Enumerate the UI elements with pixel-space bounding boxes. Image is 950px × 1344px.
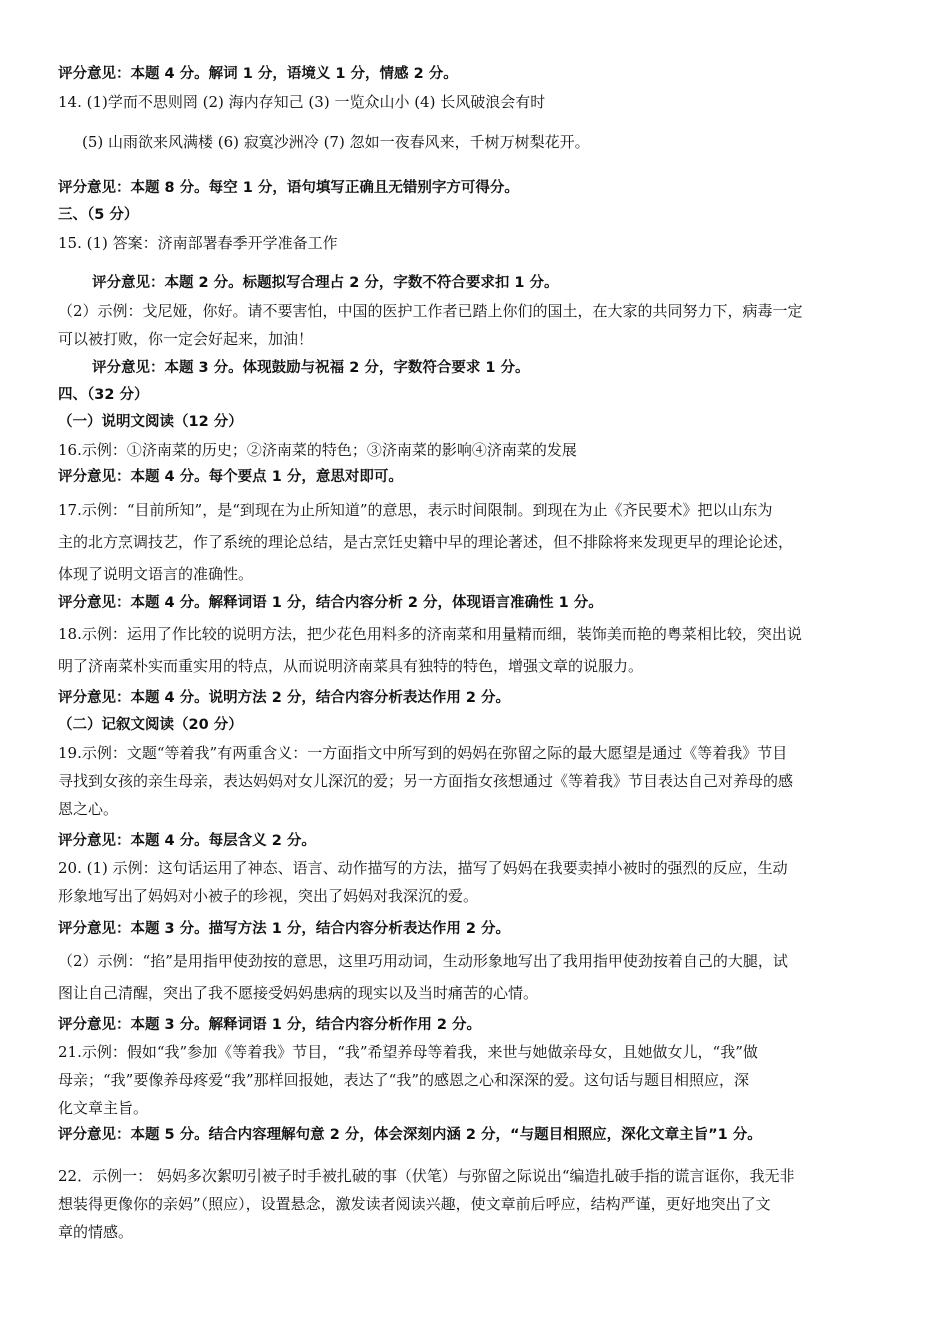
answer-22-line-2: 想装得更像你的亲妈”（照应），设置悬念，激发读者阅读兴趣，使文章前后呼应，结构严谨，更好地突出了文 xyxy=(58,1195,771,1213)
answer-20-2-line-2: 图让自己清醒，突出了我不愿接受妈妈患病的现实以及当时痛苦的心情。 xyxy=(58,984,539,1002)
scoring-note-18: 评分意见：本题 4 分。说明方法 2 分，结合内容分析表达作用 2 分。 xyxy=(58,690,511,706)
answer-20-1-line-2: 形象地写出了妈妈对小被子的珍视，突出了妈妈对我深沉的爱。 xyxy=(58,887,479,905)
answer-14-line-1: 14. (1)学而不思则罔 (2) 海内存知己 (3) 一览众山小 (4) 长风破浪会有时 xyxy=(58,93,546,111)
scoring-note-14: 评分意见：本题 8 分。每空 1 分，语句填写正确且无错别字方可得分。 xyxy=(58,180,519,196)
scoring-note-15-1: 评分意见：本题 2 分。标题拟写合理占 2 分，字数不符合要求扣 1 分。 xyxy=(92,275,559,291)
subsection-heading-1: （一）说明文阅读（12 分） xyxy=(58,414,243,430)
answer-22-line-1: 22．示例一： 妈妈多次絮叨引被子时手被扎破的事（伏笔）与弥留之际说出“编造扎破手指的谎言诓你，我无非 xyxy=(58,1167,795,1185)
answer-21-line-2: 母亲；“我”要像养母疼爱“我”那样回报她，表达了“我”的感恩之心和深深的爱。这句话与题目相照应，深 xyxy=(58,1071,750,1089)
answer-18-line-2: 明了济南菜朴实而重实用的特点，从而说明济南菜具有独特的特色，增强文章的说服力。 xyxy=(58,657,644,675)
answer-20-1-line-1: 20. (1) 示例：这句话运用了神态、语言、动作描写的方法，描写了妈妈在我要卖掉小被时的强烈的反应，生动 xyxy=(58,859,788,877)
answer-15-1: 15. (1) 答案：济南部署春季开学准备工作 xyxy=(58,234,338,252)
answer-21-line-1: 21.示例：假如“我”参加《等着我》节目，“我”希望养母等着我，来世与她做亲母女，且她做女儿，“我”做 xyxy=(58,1043,758,1061)
answer-17-line-2: 主的北方烹调技艺，作了系统的理论总结，是古烹饪史籍中早的理论著述，但不排除将来发现更早的理论论述， xyxy=(58,533,794,551)
scoring-note-16: 评分意见：本题 4 分。每个要点 1 分，意思对即可。 xyxy=(58,469,403,485)
answer-16: 16.示例：①济南菜的历史；②济南菜的特色；③济南菜的影响④济南菜的发展 xyxy=(58,441,577,459)
answer-19-line-3: 恩之心。 xyxy=(58,800,119,818)
scoring-note-13: 评分意见：本题 4 分。解词 1 分，语境义 1 分，情感 2 分。 xyxy=(58,66,458,82)
answer-17-line-1: 17.示例：“目前所知”，是“到现在为止所知道”的意思，表示时间限制。到现在为止《齐民要术》把以山东为 xyxy=(58,501,773,519)
scoring-note-20-1: 评分意见：本题 3 分。描写方法 1 分，结合内容分析表达作用 2 分。 xyxy=(58,921,511,937)
answer-17-line-3: 体现了说明文语言的准确性。 xyxy=(58,565,254,583)
answer-14-line-2: (5) 山雨欲来风满楼 (6) 寂寞沙洲冷 (7) 忽如一夜春风来，千树万树梨花开。 xyxy=(82,133,590,151)
answer-22-line-3: 章的情感。 xyxy=(58,1223,134,1241)
answer-15-2-line-2: 可以被打败，你一定会好起来，加油！ xyxy=(58,330,314,348)
answer-15-2-line-1: （2）示例：戈尼娅，你好。请不要害怕，中国的医护工作者已踏上你们的国土，在大家的共同努力下，病毒一定 xyxy=(58,302,803,320)
scoring-note-20-2: 评分意见：本题 3 分。解释词语 1 分，结合内容分析作用 2 分。 xyxy=(58,1017,482,1033)
answer-18-line-1: 18.示例：运用了作比较的说明方法，把少花色用料多的济南菜和用量精而细，装饰美而艳的粤菜相比较，突出说 xyxy=(58,625,802,643)
answer-20-2-line-1: （2）示例：“掐”是用指甲使劲按的意思，这里巧用动词，生动形象地写出了我用指甲使劲按着自己的大腿，试 xyxy=(58,952,788,970)
answer-21-line-3: 化文章主旨。 xyxy=(58,1099,149,1117)
section-heading-4: 四、（32 分） xyxy=(58,387,149,403)
scoring-note-17: 评分意见：本题 4 分。解释词语 1 分，结合内容分析 2 分，体现语言准确性 1 分。 xyxy=(58,595,603,611)
scoring-note-19: 评分意见：本题 4 分。每层含义 2 分。 xyxy=(58,833,316,849)
scoring-note-21: 评分意见：本题 5 分。结合内容理解句意 2 分，体会深刻内涵 2 分，“与题目相照应，深化文章主旨”1 分。 xyxy=(58,1127,762,1143)
answer-19-line-2: 寻找到女孩的亲生母亲，表达妈妈对女儿深沉的爱；另一方面指女孩想通过《等着我》节目表达自己对养母的感 xyxy=(58,772,794,790)
section-heading-3: 三、（5 分） xyxy=(58,207,139,223)
subsection-heading-2: （二）记叙文阅读（20 分） xyxy=(58,717,243,733)
answer-19-line-1: 19.示例：文题“等着我”有两重含义：一方面指文中所写到的妈妈在弥留之际的最大愿望是通过《等着我》节目 xyxy=(58,744,788,762)
scoring-note-15-2: 评分意见：本题 3 分。体现鼓励与祝福 2 分，字数符合要求 1 分。 xyxy=(92,360,530,376)
